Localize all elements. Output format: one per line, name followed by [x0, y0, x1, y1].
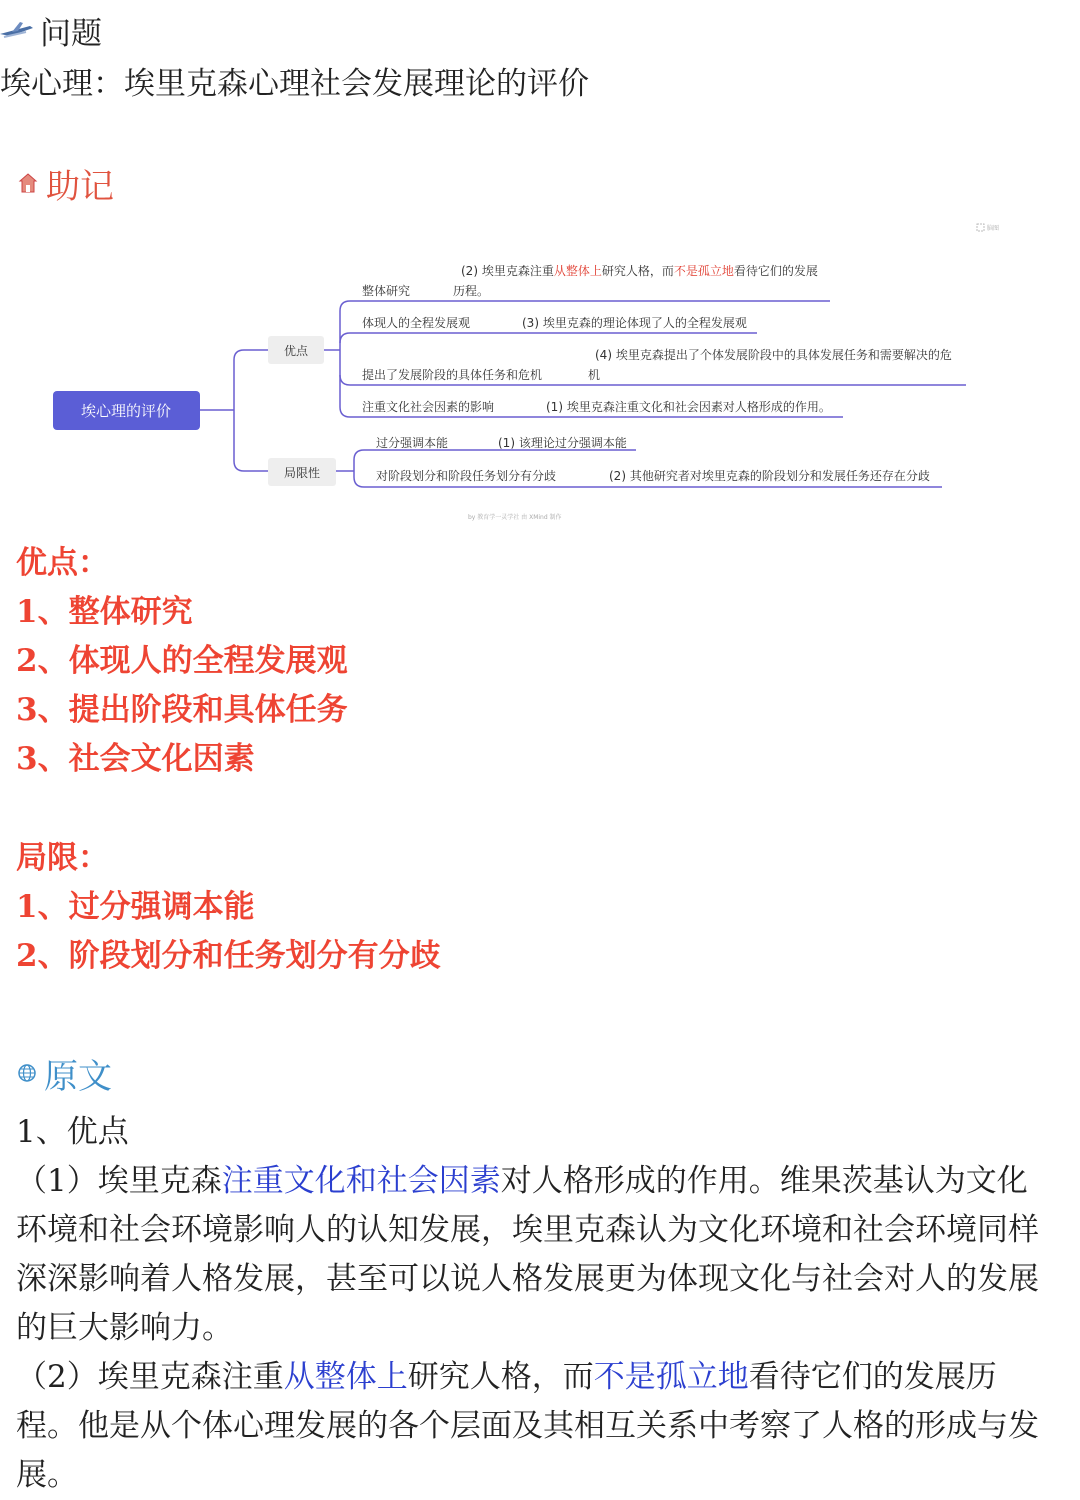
pros-title: 优点：: [16, 545, 109, 581]
pros-item-2-topic: 体现人的全程发展观: [362, 316, 471, 330]
limits-item-1-detail: (1) 该理论过分强调本能: [498, 436, 627, 450]
pros-item-4-topic: 注重文化社会因素的影响: [362, 400, 495, 414]
limits-summary: [16, 834, 441, 981]
expand-icon[interactable]: [977, 224, 984, 231]
pros-item: 2、体现人的全程发展观: [16, 643, 348, 679]
limits-item-1-topic: 过分强调本能: [376, 436, 449, 450]
mind-map: [0, 215, 1080, 535]
house-icon: [18, 172, 38, 194]
limits-item-2-detail: (2) 其他研究者对埃里克森的阶段划分和发展任务还存在分歧: [609, 469, 930, 483]
watermark-bottom: by 教育学一灵学社 由 XMind 制作: [468, 514, 562, 521]
globe-icon: [16, 1062, 38, 1084]
original-section-heading: [16, 1050, 112, 1096]
limits-item: 1、过分强调本能: [16, 889, 255, 925]
pros-item-1-topic: 整体研究: [362, 284, 411, 298]
pros-item-3-detail-line2: 机: [588, 368, 601, 382]
limits-item-2[interactable]: [376, 468, 930, 483]
highlight-text: 不是孤立地: [593, 1359, 749, 1395]
highlight-text: 注重文化和社会因素: [221, 1163, 501, 1199]
original-heading: 1、优点: [16, 1114, 129, 1150]
original-text: [16, 1108, 1056, 1500]
question-label: 问题: [40, 15, 102, 52]
mnemonic-section-heading: [18, 160, 114, 206]
pros-item-3-topic: 提出了发展阶段的具体任务和危机: [362, 368, 543, 382]
airplane-icon: [0, 20, 34, 40]
pros-item: 1、整体研究: [16, 594, 193, 630]
pros-item-2[interactable]: [362, 315, 747, 330]
pros-summary: [16, 539, 348, 784]
page-title: 埃心理：埃里克森心理社会发展理论的评价: [0, 66, 589, 102]
mnemonic-label: 助记: [46, 166, 114, 207]
question-row: [0, 8, 102, 52]
original-paragraph-1: （1）埃里克森注重文化和社会因素对人格形成的作用。维果茨基认为文化环境和社会环境影响人的认知发展，埃里克森认为文化环境和社会环境同样深深影响着人格发展，甚至可以说人格发展更为体现文化与社会对人的发展的巨大影响力。: [16, 1163, 1039, 1346]
pros-item-2-detail: (3) 埃里克森的理论体现了人的全程发展观: [522, 316, 747, 330]
pros-item-1[interactable]: [362, 263, 818, 298]
pros-item: 3、提出阶段和具体任务: [16, 692, 348, 728]
highlight-text: 从整体上: [283, 1359, 408, 1395]
pros-item-4[interactable]: [362, 399, 831, 414]
pros-item-4-detail: (1) 埃里克森注重文化和社会因素对人格形成的作用。: [546, 400, 831, 414]
pros-item: 3、社会文化因素: [16, 741, 255, 777]
original-paragraph-2: （2）埃里克森注重从整体上研究人格，而不是孤立地看待它们的发展历程。他是从个体心理发展的各个层面及其相互关系中考察了人格的形成与发展。: [16, 1359, 1039, 1493]
pros-item-3[interactable]: [362, 347, 952, 382]
watermark-top: 脑图: [987, 225, 1000, 232]
limits-title: 局限：: [16, 840, 109, 876]
pros-item-3-detail-line1: (4) 埃里克森提出了个体发展阶段中的具体发展任务和需要解决的危: [595, 348, 952, 362]
root-node-label: 埃心理的评价: [80, 402, 172, 420]
branch-label-pros: 优点: [283, 344, 309, 358]
limits-item-1[interactable]: [376, 435, 627, 450]
original-label: 原文: [44, 1056, 112, 1097]
limits-item: 2、阶段划分和任务划分有分歧: [16, 938, 441, 974]
pros-item-1-detail-line1: (2) 埃里克森注重从整体上研究人格，而不是孤立地看待它们的发展: [461, 264, 818, 278]
pros-item-1-detail-line2: 历程。: [453, 284, 490, 298]
branch-label-limits: 局限性: [283, 466, 321, 480]
limits-item-2-topic: 对阶段划分和阶段任务划分有分歧: [376, 469, 557, 483]
